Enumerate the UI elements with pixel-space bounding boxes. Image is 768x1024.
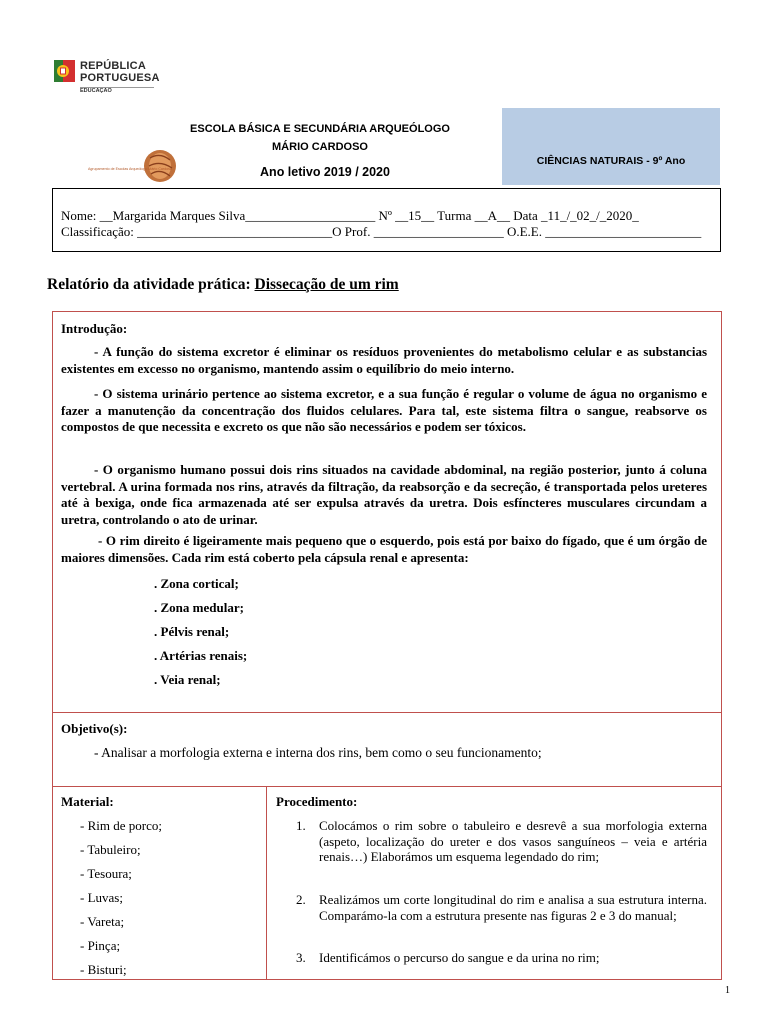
report-title-separator: :: [245, 276, 255, 293]
objective-heading: Objetivo(s):: [61, 721, 128, 736]
logo-divider: [80, 87, 154, 88]
student-info-line1: Nome: __Margarida Marques Silva____________________ Nº __15__ Turma __A__ Data _11_/_02_/_2020_: [61, 208, 639, 223]
procedure-step-text: Realizámos um corte longitudinal do rim e analisa a sua estrutura interna. Comparámo-la com a estrutura presente nas figuras 2 e 3 do manual;: [319, 892, 707, 923]
procedure-step-number: 1.: [296, 818, 306, 833]
student-info-box: [52, 188, 721, 252]
intro-paragraph-1: - A função do sistema excretor é eliminar os resíduos provenientes do metabolismo celular e as substancias existentes em excesso no organismo, mantendo assim o equilíbrio do meio interno.: [61, 344, 707, 376]
gov-name-line2: PORTUGUESA: [80, 72, 160, 84]
subject-label: CIÊNCIAS NATURAIS - 9º Ano: [536, 155, 686, 167]
procedure-step-number: 3.: [296, 950, 306, 965]
intro-paragraph-4: - O rim direito é ligeiramente mais pequeno que o esquerdo, pois está por baixo do fígado, que é um órgão de maiores dimensões. Cada rim está coberto pela cápsula renal e apresenta:: [61, 533, 707, 565]
material-item: - Vareta;: [80, 914, 125, 929]
report-title-prefix: Relatório da atividade prática: [47, 276, 246, 293]
kidney-part-item: . Zona cortical;: [154, 576, 239, 591]
material-item: - Tesoura;: [80, 866, 132, 881]
kidney-part-item: . Zona medular;: [154, 600, 244, 615]
school-year: Ano letivo 2019 / 2020: [260, 165, 390, 179]
gov-name-line1: REPÚBLICA: [80, 60, 146, 72]
school-logo-text: Agrupamento de Escolas Arqueólogo Mário Cardoso: [88, 167, 172, 171]
intro-paragraph-3: - O organismo humano possui dois rins situados na cavidade abdominal, na região posterior, junto á coluna vertebral. A urina formada nos rins, através da filtração, da reabsorção e da secreção, é transportada pelos ureteres até à bexiga, onde fica armazenada até ser expulsa através da uretra. Dois esfíncteres musculares circundam a uretra, controlando o ato de urinar.: [61, 462, 707, 527]
objective-text: - Analisar a morfologia externa e interna dos rins, bem como o seu funcionamento;: [94, 745, 542, 760]
student-info-line2: Classificação: ______________________________O Prof. ____________________ O.E.E. ________________________: [61, 224, 702, 239]
material-item: - Pinça;: [80, 938, 121, 953]
kidney-part-item: . Pélvis renal;: [154, 624, 230, 639]
procedure-step-number: 2.: [296, 892, 306, 907]
kidney-part-item: . Veia renal;: [154, 672, 221, 687]
republica-portuguesa-logo: [54, 58, 160, 100]
procedure-step-text: Identificámos o percurso do sangue e da urina no rim;: [319, 950, 600, 965]
material-item: - Luvas;: [80, 890, 123, 905]
page-number: 1: [725, 985, 730, 996]
material-heading: Material:: [61, 794, 114, 809]
report-title: [47, 276, 399, 294]
introduction-heading: Introdução:: [61, 321, 128, 336]
report-title-topic: Dissecação de um rim: [254, 276, 399, 293]
intro-paragraph-2: - O sistema urinário pertence ao sistema excretor, e a sua função é regular o volume de água no organismo e fazer a manutenção da concentração dos fluidos celulares. Para tal, este sistema filtra o sangue, reabsorve os compostos de que necessita e excreto os que não são necessários e podem ser tóxicos.: [61, 386, 707, 434]
procedure-heading: Procedimento:: [276, 794, 358, 809]
school-name-line1: ESCOLA BÁSICA E SECUNDÁRIA ARQUEÓLOGO: [190, 123, 450, 135]
material-item: - Rim de porco;: [80, 818, 162, 833]
procedure-step-text: Colocámos o rim sobre o tabuleiro e desrevê a sua morfologia externa (aspeto, localização do ureter e dos vasos sanguíneos – veia e artéria renais…) Elaborámos um esquema legendado do rim;: [319, 818, 707, 864]
subject-box: [502, 108, 720, 185]
material-item: - Tabuleiro;: [80, 842, 141, 857]
gov-ministry: EDUCAÇÃO: [80, 88, 112, 94]
kidney-part-item: . Artérias renais;: [154, 648, 248, 663]
school-name-line2: MÁRIO CARDOSO: [272, 141, 368, 153]
school-name: [150, 120, 490, 156]
material-item: - Bisturi;: [80, 962, 127, 977]
coat-of-arms-icon: [54, 58, 76, 84]
